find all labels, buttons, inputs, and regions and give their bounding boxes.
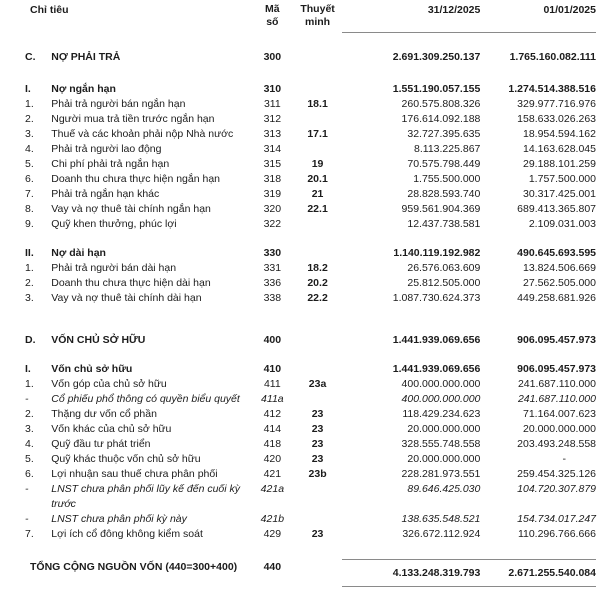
table-row [0, 276, 596, 291]
table-row [0, 246, 596, 261]
row-value-current: 176.614.092.188 [401, 113, 481, 125]
row-note: 17.1 [307, 128, 328, 140]
row-value-prior: 689.413.365.807 [517, 203, 596, 215]
row-value-current: 20.000.000.000 [407, 453, 481, 465]
row-value-prior: 29.188.101.259 [523, 158, 596, 170]
row-code: 318 [263, 173, 282, 185]
row-index: 3. [25, 292, 34, 304]
table-row [0, 362, 596, 377]
spacer-row [0, 33, 596, 51]
row-code: 315 [263, 158, 282, 170]
row-value-current: 4.133.248.319.793 [342, 560, 481, 587]
row-note [293, 482, 341, 512]
row-label: Chi phí phải trả ngắn hạn [51, 158, 170, 170]
row-label: Quỹ khác thuộc vốn chủ sở hữu [51, 453, 201, 465]
row-value-prior: 449.258.681.926 [517, 292, 596, 304]
row-value-current: 26.576.063.609 [407, 262, 481, 274]
row-code: 421 [263, 468, 282, 480]
spacer-row [0, 542, 596, 560]
row-value-prior: 30.317.425.001 [523, 188, 596, 200]
row-label: Phải trả người bán dài hạn [51, 262, 177, 274]
row-index: 7. [25, 528, 34, 540]
row-value-current: 1.087.730.624.373 [392, 292, 481, 304]
column-header-notes-line2: minh [305, 16, 331, 28]
row-note: 21 [311, 188, 324, 200]
row-label: Vay và nợ thuê tài chính ngắn hạn [51, 203, 211, 215]
row-value-current: 8.113.225.867 [414, 143, 481, 155]
row-value-current: 1.551.190.057.155 [392, 83, 481, 95]
row-index: 1. [25, 378, 34, 390]
row-index: 1. [25, 262, 34, 274]
row-value-prior: 490.645.693.595 [517, 247, 596, 259]
table-row [0, 467, 596, 482]
row-value-current: 12.437.738.581 [407, 218, 481, 230]
column-header-code-line1: Mã [265, 3, 280, 15]
row-note: 20.2 [307, 277, 328, 289]
row-value-current: 326.672.112.924 [402, 528, 481, 540]
table-row [0, 172, 596, 187]
table-row [0, 217, 596, 232]
row-index: 1. [25, 98, 34, 110]
row-label: TỔNG CỘNG NGUỒN VỐN (440=300+400) [30, 560, 238, 573]
row-index: - [25, 513, 29, 525]
row-index: - [25, 483, 29, 495]
row-value-current: 25.812.505.000 [407, 277, 481, 289]
row-code: 414 [263, 423, 282, 435]
row-code: 322 [263, 218, 282, 230]
row-code: 410 [263, 363, 282, 375]
table-row [0, 392, 596, 407]
row-index: C. [25, 51, 36, 63]
row-note: 23 [311, 453, 324, 465]
row-index: D. [25, 334, 36, 346]
row-note: 18.1 [307, 98, 328, 110]
row-value-prior: 20.000.000.000 [523, 423, 596, 435]
row-note [293, 512, 341, 527]
row-code: 338 [263, 292, 282, 304]
spacer-row [0, 348, 596, 362]
row-value-current: 118.429.234.623 [402, 408, 481, 420]
row-note: 22.2 [307, 292, 328, 304]
row-index: I. [25, 83, 31, 95]
row-label: Người mua trả tiền trước ngắn hạn [51, 113, 215, 125]
row-value-current: 32.727.395.635 [407, 128, 481, 140]
row-label: VỐN CHỦ SỞ HỮU [51, 334, 146, 346]
table-row [0, 333, 596, 348]
row-value-current: 328.555.748.558 [401, 438, 481, 450]
row-code: 440 [263, 560, 282, 573]
row-code: 421b [260, 513, 285, 525]
table-row [0, 512, 596, 527]
row-value-prior: 71.164.007.623 [523, 408, 596, 420]
row-value-current: 1.755.500.000 [413, 173, 481, 185]
row-index: 5. [25, 158, 34, 170]
row-index: 6. [25, 468, 34, 480]
row-label: Cổ phiếu phổ thông có quyền biểu quyết [51, 393, 240, 405]
row-code: 412 [263, 408, 282, 420]
row-code: 319 [263, 188, 282, 200]
balance-sheet-table [0, 3, 596, 587]
row-code: 421a [260, 483, 285, 495]
row-note [293, 82, 341, 97]
row-label: Vốn chủ sở hữu [51, 363, 133, 375]
row-value-current: 400.000.000.000 [401, 393, 481, 405]
header-row [0, 3, 596, 33]
row-value-current: 28.828.593.740 [407, 188, 481, 200]
row-label: Nợ ngắn hạn [51, 83, 116, 95]
spacer-row [0, 232, 596, 246]
table-row [0, 407, 596, 422]
row-value-current: 959.561.904.369 [401, 203, 481, 215]
table-row [0, 261, 596, 276]
row-value-current: 2.691.309.250.137 [392, 51, 481, 63]
row-value-current: 70.575.798.449 [407, 158, 481, 170]
row-note [293, 362, 341, 377]
row-note [293, 560, 341, 587]
row-note [293, 50, 341, 65]
row-code: 411 [263, 378, 281, 390]
row-value-current: 20.000.000.000 [407, 423, 481, 435]
row-index: 9. [25, 218, 34, 230]
row-note [293, 392, 341, 407]
row-value-prior: 154.734.017.247 [517, 513, 596, 525]
row-label: Phải trả người bán ngắn hạn [51, 98, 186, 110]
row-note: 19 [311, 158, 324, 170]
row-label: Doanh thu chưa thực hiện dài hạn [51, 277, 211, 289]
table-row [0, 377, 596, 392]
row-note [293, 217, 341, 232]
table-row [0, 560, 596, 587]
column-header-period-current: 31/12/2025 [342, 3, 481, 33]
row-note: 23a [308, 378, 327, 390]
row-value-prior: 329.977.716.976 [517, 98, 596, 110]
row-label: Thuế và các khoản phải nộp Nhà nước [51, 128, 234, 140]
row-value-prior: 906.095.457.973 [517, 334, 596, 346]
row-value-prior: 14.163.628.045 [523, 143, 596, 155]
row-value-prior: 2.109.031.003 [528, 218, 596, 230]
row-value-prior: 13.824.506.669 [523, 262, 596, 274]
row-label: Quỹ đầu tư phát triển [51, 438, 151, 450]
row-value-prior: 2.671.255.540.084 [480, 560, 596, 587]
row-index: II. [25, 247, 34, 259]
row-value-prior: 241.687.110.000 [517, 378, 596, 390]
table-row [0, 112, 596, 127]
table-row [0, 127, 596, 142]
row-index: 3. [25, 128, 34, 140]
row-label: Vay và nợ thuê tài chính dài hạn [51, 292, 202, 304]
table-row [0, 142, 596, 157]
row-code: 330 [263, 247, 282, 259]
row-value-prior: 18.954.594.162 [523, 128, 596, 140]
row-value-prior: 1.757.500.000 [528, 173, 596, 185]
row-index: 4. [25, 143, 34, 155]
row-code: 336 [263, 277, 282, 289]
row-code: 312 [263, 113, 282, 125]
row-note [293, 333, 341, 348]
row-index: 3. [25, 423, 34, 435]
row-value-prior: 906.095.457.973 [517, 363, 596, 375]
column-header-code [251, 3, 293, 33]
row-label: Doanh thu chưa thực hiện ngắn hạn [51, 173, 221, 185]
row-index: 7. [25, 188, 34, 200]
row-code: 310 [263, 83, 282, 95]
table-row [0, 82, 596, 97]
row-label: LNST chưa phân phối kỳ này [51, 513, 187, 525]
column-header-notes [293, 3, 341, 33]
table-row [0, 50, 596, 65]
row-code: 411a [261, 393, 284, 405]
row-value-prior: 104.720.307.879 [517, 483, 596, 495]
row-note: 22.1 [307, 203, 328, 215]
row-index: I. [25, 363, 31, 375]
row-value-current: 1.441.939.069.656 [392, 363, 481, 375]
row-note: 20.1 [307, 173, 328, 185]
row-label: Lợi nhuận sau thuế chưa phân phối [51, 468, 218, 480]
row-index: 8. [25, 203, 34, 215]
row-value-current: 1.140.119.192.982 [393, 247, 481, 259]
row-code: 311 [263, 98, 281, 110]
table-row [0, 202, 596, 217]
table-row [0, 527, 596, 542]
row-label: NỢ PHẢI TRẢ [51, 51, 121, 63]
row-value-current: 1.441.939.069.656 [392, 334, 481, 346]
row-index: 4. [25, 438, 34, 450]
row-code: 429 [263, 528, 282, 540]
table-row [0, 437, 596, 452]
row-value-prior: 1.274.514.388.516 [508, 83, 596, 95]
column-header-notes-line1: Thuyết [300, 3, 335, 15]
table-row [0, 291, 596, 306]
row-code: 313 [263, 128, 282, 140]
row-label: LNST chưa phân phối lũy kế đến cuối kỳ trước [51, 483, 241, 510]
column-header-period-prior: 01/01/2025 [480, 3, 596, 33]
row-index: 2. [25, 408, 34, 420]
row-note: 23 [311, 438, 324, 450]
row-note [293, 142, 341, 157]
spacer-row [0, 65, 596, 82]
row-label: Quỹ khen thưởng, phúc lợi [51, 218, 177, 230]
table-row [0, 97, 596, 112]
row-note: 23 [311, 528, 324, 540]
row-value-prior: 1.765.160.082.111 [509, 51, 596, 63]
row-value-current: 400.000.000.000 [401, 378, 481, 390]
row-code: 331 [263, 262, 282, 274]
table-row [0, 482, 596, 512]
table-row [0, 157, 596, 172]
row-value-current: 228.281.973.551 [401, 468, 481, 480]
row-label: Phải trả người lao động [51, 143, 162, 155]
row-value-current: 138.635.548.521 [401, 513, 481, 525]
row-note: 23 [311, 423, 324, 435]
spacer-row [0, 306, 596, 333]
row-code: 420 [263, 453, 282, 465]
row-value-current: 260.575.808.326 [401, 98, 481, 110]
row-label: Nợ dài hạn [51, 247, 106, 259]
row-code: 320 [263, 203, 282, 215]
column-header-code-line2: số [266, 16, 279, 28]
column-header-criteria: Chỉ tiêu [30, 4, 69, 16]
row-value-prior: - [562, 453, 566, 465]
balance-sheet-body [0, 33, 596, 587]
row-value-prior: 241.687.110.000 [517, 393, 596, 405]
row-label: Vốn góp của chủ sở hữu [51, 378, 167, 390]
row-label: Vốn khác của chủ sở hữu [51, 423, 172, 435]
row-index: 6. [25, 173, 34, 185]
row-note: 23 [311, 408, 324, 420]
row-index: 5. [25, 453, 34, 465]
row-label: Phải trả ngắn hạn khác [51, 188, 160, 200]
table-row [0, 422, 596, 437]
row-note [293, 246, 341, 261]
row-value-prior: 158.633.026.263 [517, 113, 596, 125]
row-value-current: 89.646.425.030 [407, 483, 481, 495]
row-code: 418 [263, 438, 282, 450]
row-code: 314 [263, 143, 282, 155]
row-code: 400 [263, 334, 282, 346]
table-row [0, 187, 596, 202]
row-note [293, 112, 341, 127]
row-label: Thặng dư vốn cổ phần [51, 408, 157, 420]
row-index: 2. [25, 277, 34, 289]
row-note: 18.2 [307, 262, 328, 274]
row-value-prior: 27.562.505.000 [523, 277, 596, 289]
table-row [0, 452, 596, 467]
row-label: Lợi ích cổ đông không kiểm soát [51, 528, 203, 540]
row-value-prior: 259.454.325.126 [517, 468, 596, 480]
row-index: 2. [25, 113, 34, 125]
row-code: 300 [263, 51, 282, 63]
row-value-prior: 203.493.248.558 [517, 438, 596, 450]
row-index: - [25, 393, 29, 405]
row-note: 23b [308, 468, 327, 480]
row-value-prior: 110.296.766.666 [517, 528, 596, 540]
